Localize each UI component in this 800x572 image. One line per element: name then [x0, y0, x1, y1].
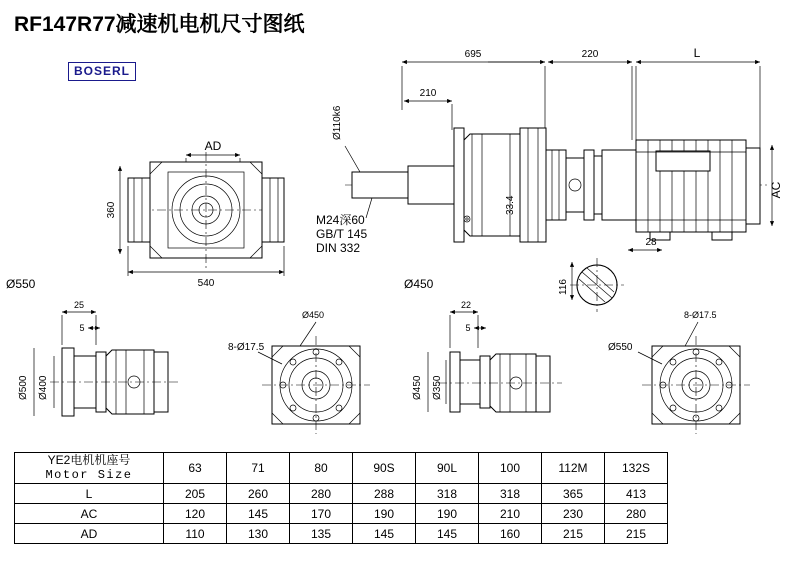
view-right-d350-label: Ø350: [432, 375, 443, 400]
view-left-d550-label: Ø500: [18, 375, 29, 400]
cell-L-3: 288: [353, 484, 416, 504]
shaft-dia-label: Ø110k6: [332, 105, 343, 140]
motor-size-0: 63: [164, 453, 227, 484]
view-right-d450-label: Ø450: [412, 375, 423, 400]
cell-L-6: 365: [542, 484, 605, 504]
table-row: [15, 484, 668, 504]
cell-AD-3: 145: [353, 524, 416, 544]
cell-AC-2: 170: [290, 504, 353, 524]
cell-AD-6: 215: [542, 524, 605, 544]
dim-AC-label: AC: [769, 181, 783, 199]
brand-logo: BOSERL: [68, 62, 136, 81]
view-ad-front: [6, 139, 284, 291]
flange-dia-450-label: Ø450: [404, 277, 434, 291]
dim-210-label: 210: [419, 88, 437, 99]
cell-L-0: 205: [164, 484, 227, 504]
row-label-L: L: [15, 484, 164, 504]
table-row: [15, 504, 668, 524]
dim-22-label: 22: [460, 300, 472, 310]
cell-AD-5: 160: [479, 524, 542, 544]
cell-AD-2: 135: [290, 524, 353, 544]
cell-AC-0: 120: [164, 504, 227, 524]
cell-AD-0: 110: [164, 524, 227, 544]
cell-AC-5: 210: [479, 504, 542, 524]
motor-size-table: [14, 452, 668, 544]
motor-size-3: 90S: [353, 453, 416, 484]
dim-695-label: 695: [464, 49, 482, 60]
cell-AC-6: 230: [542, 504, 605, 524]
motor-size-7: 132S: [605, 453, 668, 484]
row-label-AD: AD: [15, 524, 164, 544]
dim-L-label: L: [693, 46, 701, 60]
cell-AC-4: 190: [416, 504, 479, 524]
cell-L-5: 318: [479, 484, 542, 504]
cell-AC-7: 280: [605, 504, 668, 524]
table-header-row: [15, 453, 668, 484]
cell-AC-1: 145: [227, 504, 290, 524]
cell-AC-3: 190: [353, 504, 416, 524]
shaft-detail-28-116: [558, 237, 662, 312]
dim-220-label: 220: [581, 49, 599, 60]
table-header-cn: YE2电机机座号: [47, 453, 131, 467]
motor-size-1: 71: [227, 453, 290, 484]
dim-AD-label: AD: [204, 139, 222, 153]
view-bottom-right-front: [608, 310, 750, 434]
table-header-label: [15, 453, 164, 484]
table-header-en: Motor Size: [45, 468, 133, 482]
motor-size-5: 100: [479, 453, 542, 484]
cell-L-4: 318: [416, 484, 479, 504]
cell-AD-1: 130: [227, 524, 290, 544]
flange-dia-550-label: Ø550: [6, 277, 36, 291]
dim-5-left-label: 5: [79, 323, 85, 333]
row-label-AC: AC: [15, 504, 164, 524]
dim-25-label: 25: [73, 300, 85, 310]
dim-540-label: 540: [197, 278, 215, 289]
dim-5-right-label: 5: [465, 323, 471, 333]
cell-L-1: 260: [227, 484, 290, 504]
view-left-d450-label: Ø400: [38, 375, 49, 400]
cell-AD-4: 145: [416, 524, 479, 544]
circle-dia-500-label: 8-Ø17.5: [228, 342, 265, 353]
view-bottom-left-side: [18, 300, 180, 416]
thread-note-gbt: GB/T 145: [316, 227, 368, 241]
view-bottom-right-side: [412, 300, 562, 412]
dim-28-label: 28: [645, 237, 657, 248]
cell-L-7: 413: [605, 484, 668, 504]
main-assembly-side-view: [316, 105, 783, 312]
dim-116-label: 116: [558, 279, 569, 295]
bolt-note-left-label: Ø450: [302, 310, 325, 320]
cell-L-2: 280: [290, 484, 353, 504]
motor-size-6: 112M: [542, 453, 605, 484]
dim-33-4-label: 33.4: [505, 195, 516, 215]
cell-AD-7: 215: [605, 524, 668, 544]
motor-size-2: 80: [290, 453, 353, 484]
bolt-note-right-label: 8-Ø17.5: [684, 310, 717, 320]
dim-360-label: 360: [106, 201, 117, 219]
circle-dia-400-label: Ø550: [608, 342, 633, 353]
thread-note-din: DIN 332: [316, 241, 361, 255]
thread-note-m24: M24深60: [316, 213, 365, 227]
page-title: RF147R77减速机电机尺寸图纸: [14, 13, 305, 36]
view-bottom-left-front: [228, 310, 370, 434]
motor-size-4: 90L: [416, 453, 479, 484]
table-row: [15, 524, 668, 544]
